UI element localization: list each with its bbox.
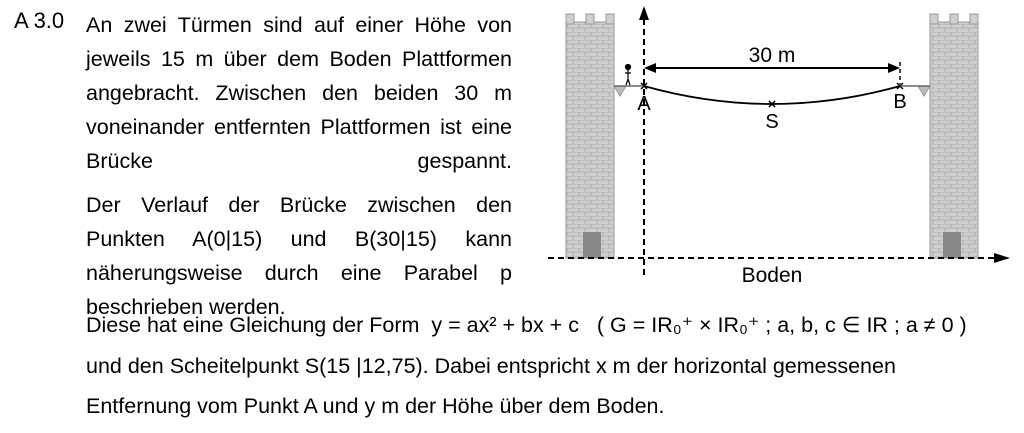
domain-definition: ( G = IR₀⁺ × IR₀⁺ ; a, b, c ∈ IR ; a ≠ 0 ) [596,313,967,337]
left-tower [566,14,642,258]
point-s-label: S [765,111,779,133]
paragraph-1: An zwei Türmen sind auf einer Höhe von jeweils 15 m über dem Boden Plattformen angebracht. Zwischen den beiden 30 m voneinander entfernten Plattformen ist eine Brücke gespannt. [86,13,512,173]
ground-label: Boden [741,264,803,287]
bridge-curve [644,86,900,104]
equation-line [86,313,967,338]
task-text-column [86,8,512,324]
equation-intro: Diese hat eine Gleichung der Form [86,313,420,337]
right-tower [902,14,978,258]
task-number: A 3.0 [14,8,65,33]
vertex-line: und den Scheitelpunkt S(15 |12,75). Dabei entspricht x m der horizontal gemessenen [86,354,896,378]
paragraph-2: Der Verlauf der Brücke zwischen den Punkten A(0|15) und B(30|15) kann näherungsweise durch eine Parabel p beschrieben werden. [86,193,512,319]
parabola-equation: y = ax² + bx + c [431,313,579,337]
y-axis [639,6,649,275]
distance-label: 30 m [748,44,796,67]
bridge-diagram [540,0,1015,290]
point-a-label: A [637,93,651,115]
explanation-line: Entfernung vom Punkt A und y m der Höhe über dem Boden. [86,394,665,418]
point-b-label: B [893,91,907,113]
person-figure [625,65,631,86]
